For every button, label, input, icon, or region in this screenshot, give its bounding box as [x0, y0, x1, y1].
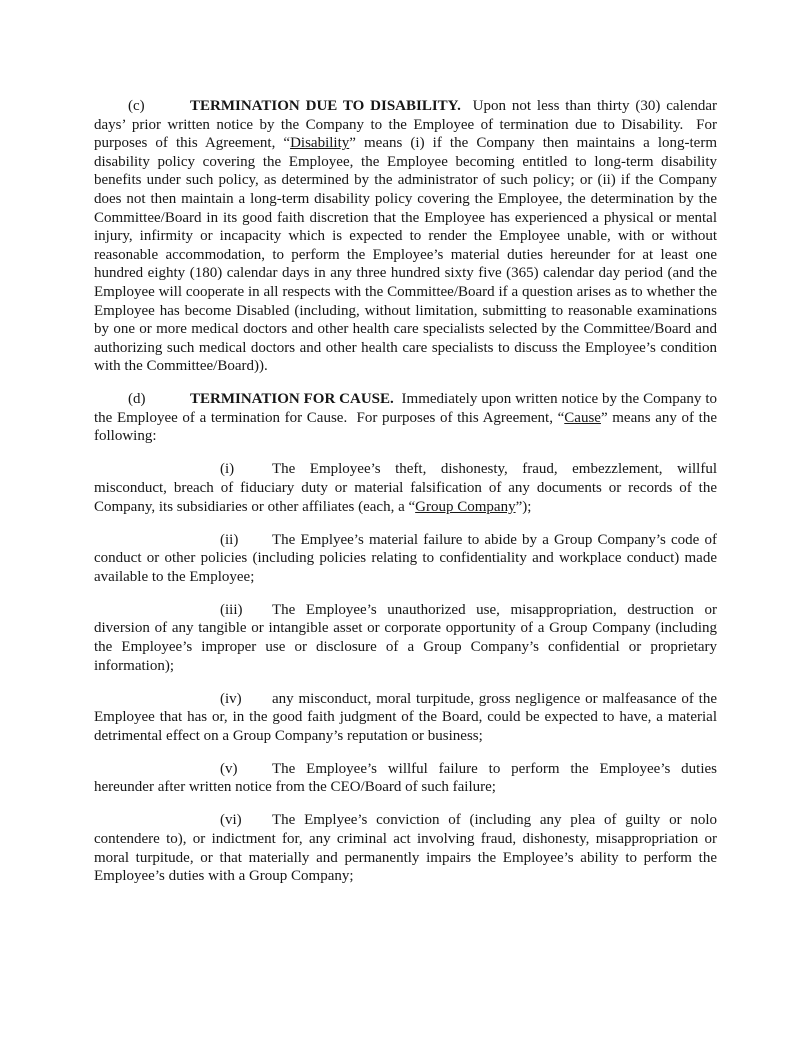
body-text-run: any misconduct, moral turpitude, gross negligence or malfeasance of the Employee that has or, in the good faith judgment of the Board, could be expected to have, a material detrimental effect on a Group Company’s reputation or business; [94, 690, 717, 744]
body-text-run: The Employee’s willful failure to perform the Employee’s duties hereunder after written notice from the CEO/Board of such failure; [94, 760, 717, 796]
paragraph-termination-due-to-disability [94, 97, 717, 376]
paragraph-number-label: (iv) [220, 690, 242, 707]
body-text-run: The Employee’s unauthorized use, misappropriation, destruction or diversion of any tangible or intangible asset or corporate opportunity of a Group Company (including the Employee’s improper use or disclosure of a Group Company’s confidential or proprietary information); [94, 601, 717, 674]
body-text-run: ” means any of the following: [94, 409, 717, 445]
clause-heading: TERMINATION FOR CAUSE. [190, 391, 394, 408]
body-text-run: The Emplyee’s material failure to abide by a Group Company’s code of conduct or other policies (including policies relating to confidentiality and workplace conduct) made available to the Employee; [94, 531, 717, 585]
paragraph-cause-item-iv [94, 690, 717, 746]
defined-term: Disability [290, 135, 350, 152]
paragraph-cause-item-ii [94, 531, 717, 587]
body-text-run: The Employee’s theft, dishonesty, fraud, embezzlement, willful misconduct, breach of fiduciary duty or material falsification of any documents or records of the Company, its subsidiaries or other affiliates (each, a “ [94, 461, 717, 515]
paragraph-cause-item-v [94, 760, 717, 797]
paragraph-termination-for-cause [94, 390, 717, 446]
body-text-run: Upon not less than thirty (30) calendar days’ prior written notice by the Company to the Employee of termination due to Disability. For purposes of this Agreement, “ [94, 98, 718, 152]
paragraph-cause-item-vi [94, 811, 717, 885]
body-text-run: The Emplyee’s conviction of (including any plea of guilty or nolo contendere to), or indictment for, any criminal act involving fraud, dishonesty, misappropriation or moral turpitude, or that materially and permanently impairs the Employee’s ability to perform the Employee’s duties with a Group Company; [94, 812, 717, 885]
clause-heading: TERMINATION DUE TO DISABILITY. [190, 98, 461, 114]
paragraph-number-label: (ii) [220, 531, 239, 548]
paragraph-cause-item-iii [94, 601, 717, 675]
paragraph-number-label: (vi) [220, 812, 242, 829]
body-text-run: ”); [515, 498, 532, 515]
paragraph-number-label: (v) [220, 760, 238, 777]
paragraph-number-label: (iii) [220, 601, 243, 618]
defined-term: Group Company [415, 498, 516, 515]
body-text-run: Immediately upon written notice by the Company to the Employee of a termination for Cause. For purposes of this Agreement, “ [94, 391, 717, 426]
paragraph-cause-item-i [94, 460, 717, 516]
paragraph-number-label: (c) [128, 98, 145, 114]
paragraph-number-label: (d) [128, 391, 146, 408]
defined-term: Cause [564, 409, 601, 426]
body-text-run: ” means (i) if the Company then maintains a long-term disability policy covering the Employee, the Employee becoming entitled to long-term disability benefits under such policy, as determined by the administrator of such policy; or (ii) if the Company does not then maintain a long-term disability policy covering the Employee, the determination by the Committee/Board in its good faith discretion that the Employee has experienced a physical or mental injury, infirmity or incapacity which is expected to render the Employee unable, with or without reasonable accommodation, to perform the Employee’s material duties hereunder for at least one hundred eighty (180) calendar days in any three hundred sixty five (365) calendar day period (and the Employee will cooperate in all respects with the Committee/Board if a question arises as to whether the Employee has become Disabled (including, without limitation, submitting to reasonable examinations by one or more medical doctors and other health care specialists selected by the Committee/Board and authorizing such medical doctors and other health care specialists to discuss the Employee’s condition with the Committee/Board)). [94, 135, 717, 375]
paragraph-number-label: (i) [220, 461, 235, 478]
